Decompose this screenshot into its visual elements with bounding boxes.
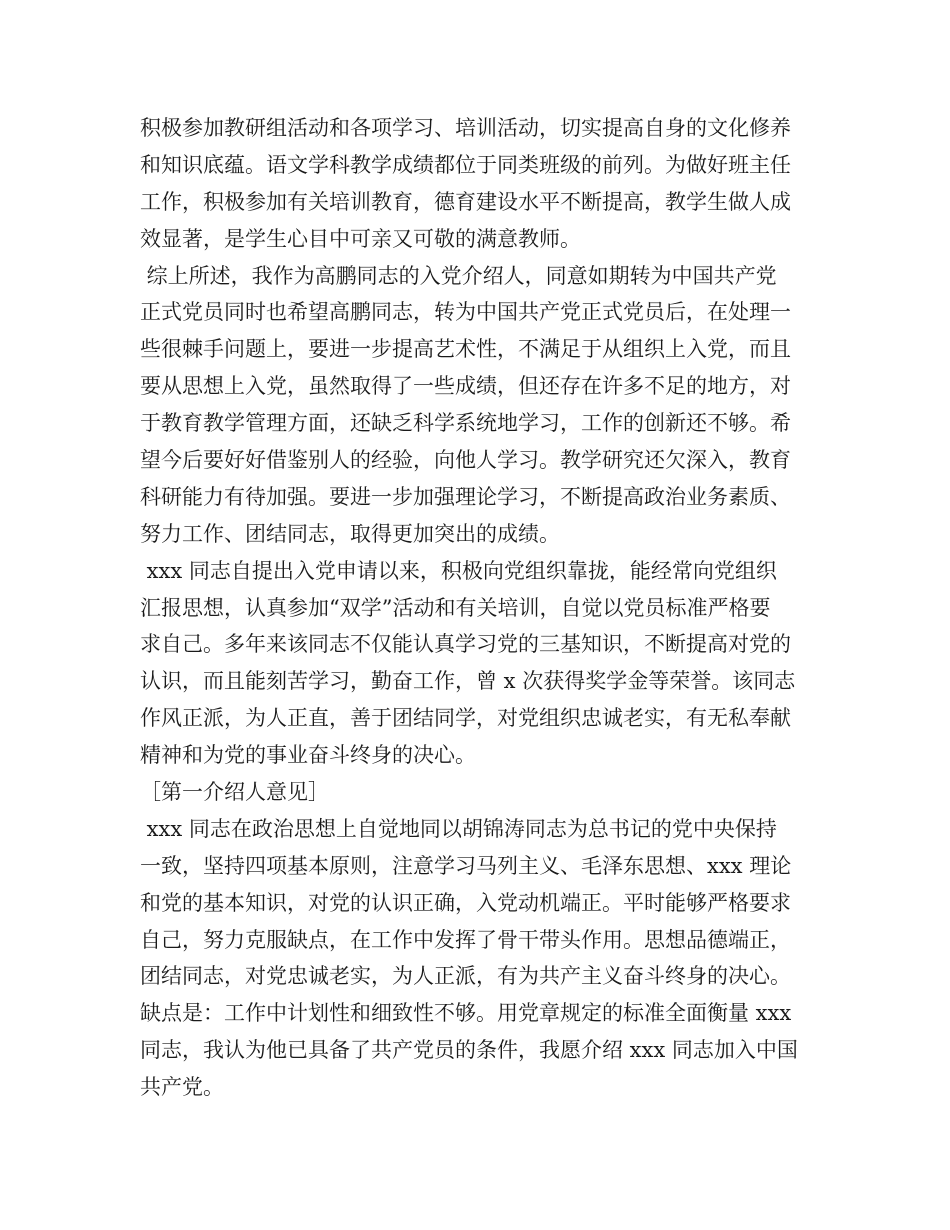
section-heading: ［第一介绍人意见］ xyxy=(140,780,329,805)
text-line: 求自己。多年来该同志不仅能认真学习党的三基知识，不断提高对党的 xyxy=(140,632,791,657)
text-line: xxx 同志在政治思想上自觉地同以胡锦涛同志为总书记的党中央保持 xyxy=(140,816,777,841)
text-line: 科研能力有待加强。要进一步加强理论学习，不断提高政治业务素质、 xyxy=(140,484,791,509)
text-line: 工作，积极参加有关培训教育，德育建设水平不断提高，教学生做人成 xyxy=(140,189,791,214)
text-line: 同志，我认为他已具备了共产党员的条件，我愿介绍 xxx 同志加入中国 xyxy=(140,1038,798,1063)
text-line: 精神和为党的事业奋斗终身的决心。 xyxy=(140,743,476,768)
text-line: 和党的基本知识，对党的认识正确，入党动机端正。平时能够严格要求 xyxy=(140,890,791,915)
text-line: 团结同志，对党忠诚老实，为人正派，有为共产主义奋斗终身的决心。 xyxy=(140,964,791,989)
text-line: 于教育教学管理方面，还缺乏科学系统地学习，工作的创新还不够。希 xyxy=(140,411,791,436)
text-line: 认识，而且能刻苦学习，勤奋工作，曾 x 次获得奖学金等荣誉。该同志 xyxy=(140,669,796,694)
text-line: 要从思想上入党，虽然取得了一些成绩，但还存在许多不足的地方，对 xyxy=(140,374,791,399)
text-line: 自己，努力克服缺点，在工作中发挥了骨干带头作用。思想品德端正， xyxy=(140,927,791,952)
text-line: 汇报思想，认真参加“双学”活动和有关培训，自觉以党员标准严格要 xyxy=(140,595,771,620)
text-line: 和知识底蕴。语文学科教学成绩都位于同类班级的前列。为做好班主任 xyxy=(140,152,791,177)
text-line: 望今后要好好借鉴别人的经验，向他人学习。教学研究还欠深入，教育 xyxy=(140,448,791,473)
text-line: 综上所述，我作为高鹏同志的入党介绍人，同意如期转为中国共产党 xyxy=(140,263,777,288)
text-line: xxx 同志自提出入党申请以来，积极向党组织靠拢，能经常向党组织 xyxy=(140,558,777,583)
text-line: 努力工作、团结同志，取得更加突出的成绩。 xyxy=(140,521,560,546)
text-line: 作风正派，为人正直，善于团结同学，对党组织忠诚老实，有无私奉献 xyxy=(140,706,791,731)
text-line: 积极参加教研组活动和各项学习、培训活动，切实提高自身的文化修养 xyxy=(140,116,791,140)
text-line: 效显著，是学生心目中可亲又可敬的满意教师。 xyxy=(140,226,581,251)
text-line: 共产党。 xyxy=(140,1075,224,1100)
text-line: 些很棘手问题上，要进一步提高艺术性，不满足于从组织上入党，而且 xyxy=(140,337,791,362)
document-body xyxy=(140,110,812,1106)
text-line: 缺点是：工作中计划性和细致性不够。用党章规定的标准全面衡量 xxx xyxy=(140,1001,792,1026)
text-line: 正式党员同时也希望高鹏同志，转为中国共产党正式党员后，在处理一 xyxy=(140,300,791,325)
text-line: 一致，坚持四项基本原则，注意学习马列主义、毛泽东思想、xxx 理论 xyxy=(140,853,792,878)
